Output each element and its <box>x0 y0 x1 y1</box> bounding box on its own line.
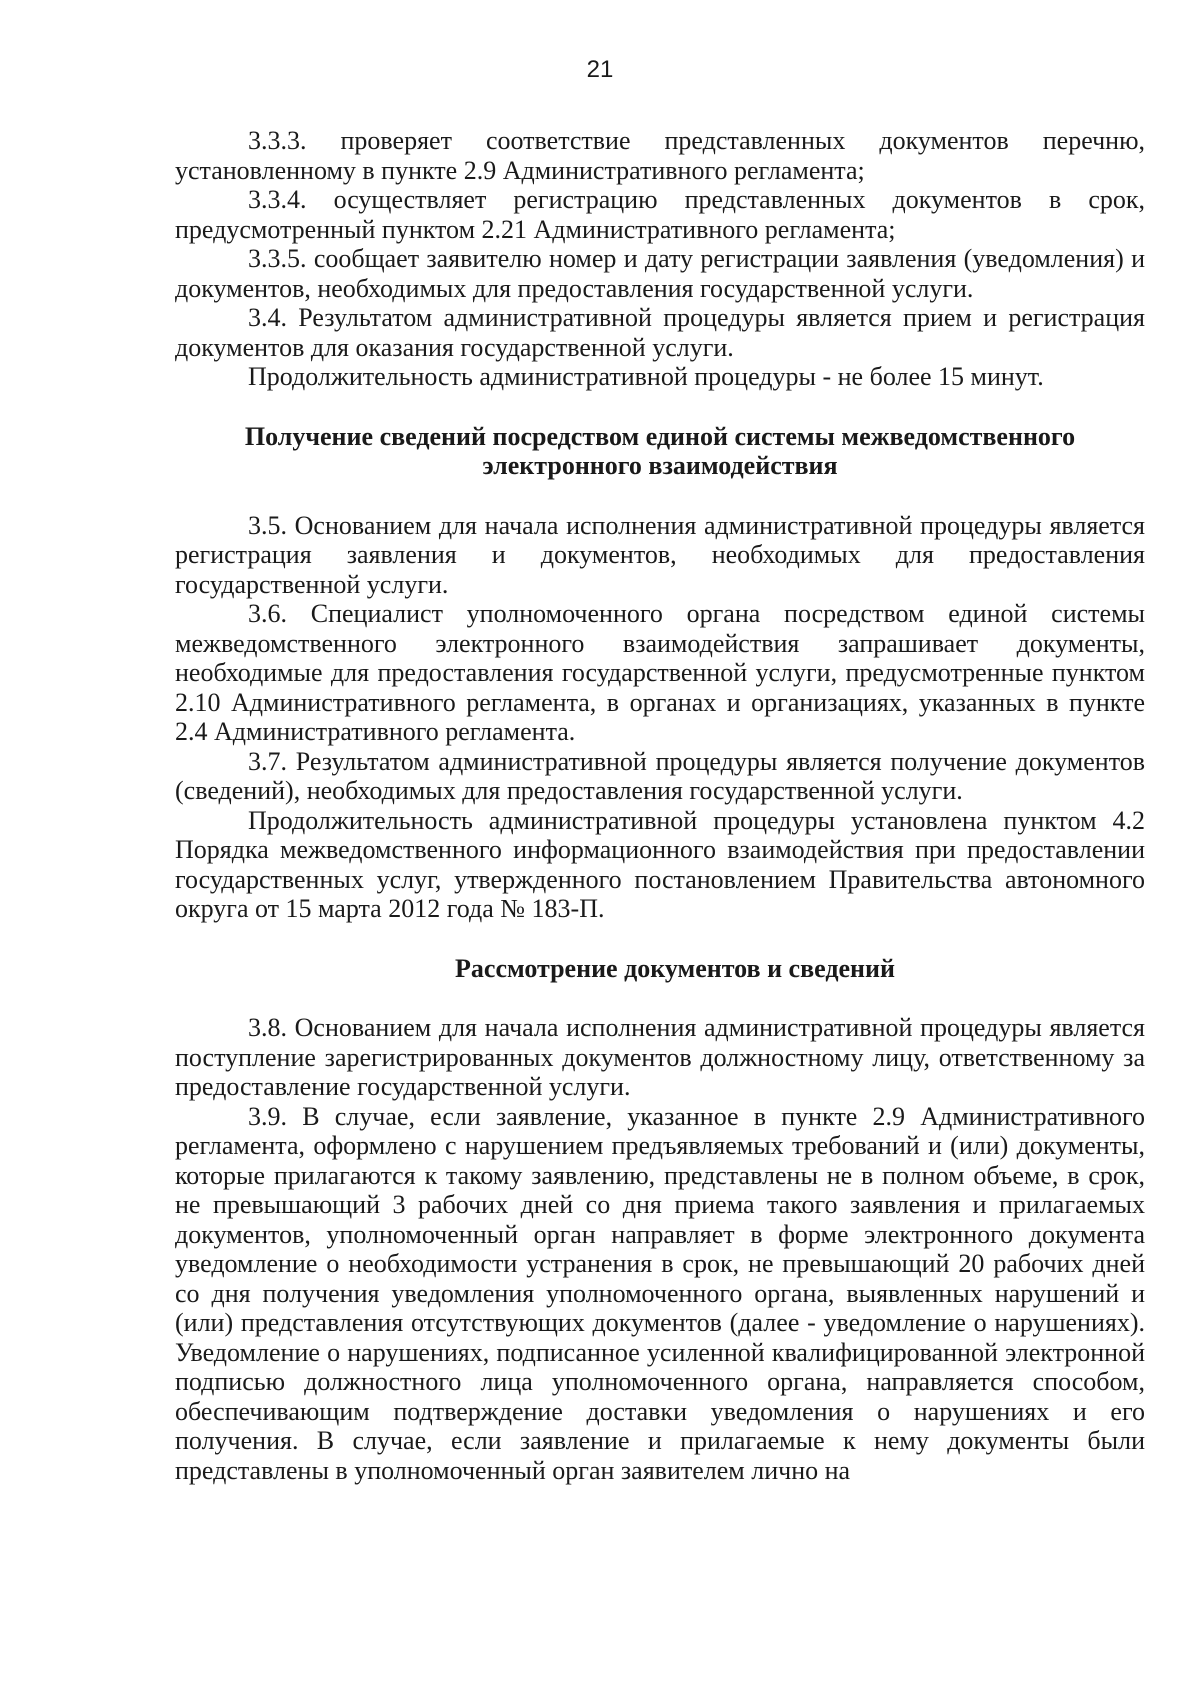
paragraph-3-4: 3.4. Результатом административной процедуры является прием и регистрация документов для оказания государственной услуги. <box>175 303 1145 362</box>
section-heading-review: Рассмотрение документов и сведений <box>455 953 895 983</box>
paragraph-duration-1: Продолжительность административной процедуры - не более 15 минут. <box>248 362 1044 391</box>
section-heading-interagency: Получение сведений посредством единой системы межведомственного электронного взаимодействия <box>244 421 1076 480</box>
paragraph-3-3-4: 3.3.4. осуществляет регистрацию представленных документов в срок, предусмотренный пунктом 2.21 Административного регламента; <box>175 185 1145 244</box>
paragraph-3-9: 3.9. В случае, если заявление, указанное в пункте 2.9 Административного регламента, оформлено с нарушением предъявляемых требований и (или) документы, которые прилагаются к такому заявлению, представлены не в полном объеме, в срок, не превышающий 3 рабочих дней со дня приема такого заявления и прилагаемых документов, уполномоченный орган направляет в форме электронного документа уведомление о необходимости устранения в срок, не превышающий 20 рабочих дней со дня получения уведомления уполномоченного органа, выявленных нарушений и (или) представления отсутствующих документов (далее - уведомление о нарушениях). Уведомление о нарушениях, подписанное усиленной квалифицированной электронной подписью должностного лица уполномоченного органа, направляется способом, обеспечивающим подтверждение доставки уведомления о нарушениях и его получения. В случае, если заявление и прилагаемые к нему документы были представлены в уполномоченный орган заявителем лично на <box>175 1101 1145 1485</box>
paragraph-duration-2: Продолжительность административной процедуры установлена пунктом 4.2 Порядка межведомственного информационного взаимодействия при предоставлении государственных услуг, утвержденного постановлением Правительства автономного округа от 15 марта 2012 года № 183-П. <box>175 805 1145 923</box>
paragraph-3-7: 3.7. Результатом административной процедуры является получение документов (сведений), необходимых для предоставления государственной услуги. <box>175 746 1145 805</box>
paragraph-3-3-5: 3.3.5. сообщает заявителю номер и дату регистрации заявления (уведомления) и документов, необходимых для предоставления государственной услуги. <box>175 244 1145 303</box>
paragraph-3-6: 3.6. Специалист уполномоченного органа посредством единой системы межведомственного электронного взаимодействия запрашивает документы, необходимые для предоставления государственной услуги, предусмотренные пунктом 2.10 Административного регламента, в органах и организациях, указанных в пункте 2.4 Административного регламента. <box>175 599 1145 746</box>
page-number: 21 <box>586 56 614 83</box>
paragraph-3-5: 3.5. Основанием для начала исполнения административной процедуры является регистрация заявления и документов, необходимых для предоставления государственной услуги. <box>175 510 1145 599</box>
paragraph-3-3-3: 3.3.3. проверяет соответствие представленных документов перечню, установленному в пункте 2.9 Административного регламента; <box>175 126 1145 185</box>
paragraph-3-8: 3.8. Основанием для начала исполнения административной процедуры является поступление зарегистрированных документов должностному лицу, ответственному за предоставление государственной услуги. <box>175 1013 1145 1101</box>
document-body <box>175 126 1145 1485</box>
